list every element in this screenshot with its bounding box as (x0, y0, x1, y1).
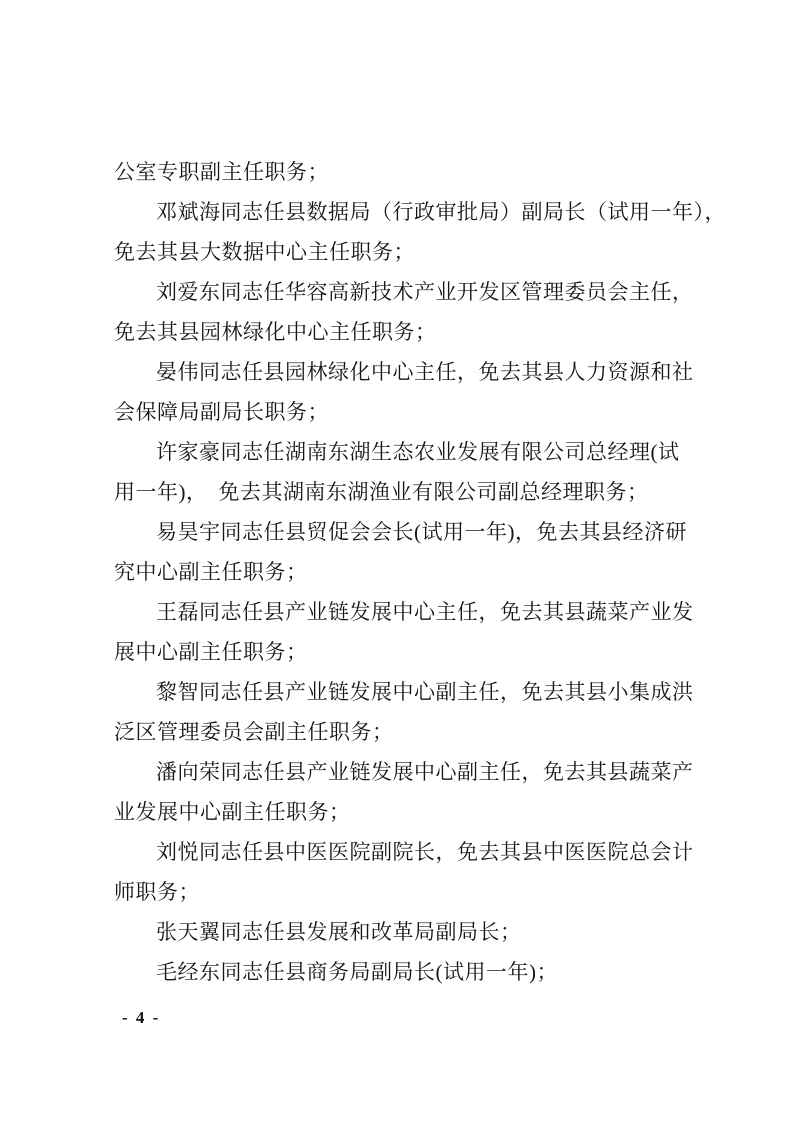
text-line: 泛区管理委员会副主任职务； (114, 720, 394, 744)
text-line: 师职务； (114, 880, 200, 904)
text-line: 刘爱东同志任华容高新技术产业开发区管理委员会主任， (156, 280, 694, 304)
document-body (114, 152, 726, 992)
text-line: 会保障局副局长职务； (114, 400, 329, 424)
text-line: 刘悦同志任县中医医院副院长，免去其县中医医院总会计 (156, 840, 694, 864)
text-line: 业发展中心副主任职务； (114, 800, 351, 824)
text-line: 毛经东同志任县商务局副局长(试用一年)； (156, 960, 558, 984)
text-line: 展中心副主任职务； (114, 640, 308, 664)
text-line: 张天翼同志任县发展和改革局副局长； (156, 920, 522, 944)
page-number: - 4 - (122, 1008, 161, 1027)
text-line: 邓斌海同志任县数据局（行政审批局）副局长（试用一年）， (156, 200, 726, 224)
text-line: 用一年)， 免去其湖南东湖渔业有限公司副总经理职务； (114, 480, 649, 504)
text-line: 黎智同志任县产业链发展中心副主任，免去其县小集成洪 (156, 680, 694, 704)
text-line: 潘向荣同志任县产业链发展中心副主任，免去其县蔬菜产 (156, 760, 694, 784)
text-line: 许家豪同志任湖南东湖生态农业发展有限公司总经理(试 (156, 440, 680, 464)
text-line: 公室专职副主任职务； (114, 160, 329, 184)
text-line: 免去其县园林绿化中心主任职务； (114, 320, 437, 344)
text-line: 王磊同志任县产业链发展中心主任，免去其县蔬菜产业发 (156, 600, 694, 624)
text-line: 究中心副主任职务； (114, 560, 308, 584)
text-line: 免去其县大数据中心主任职务； (114, 240, 415, 264)
text-line: 晏伟同志任县园林绿化中心主任，免去其县人力资源和社 (156, 360, 694, 384)
text-line: 易昊宇同志任县贸促会会长(试用一年)，免去其县经济研 (156, 520, 687, 544)
